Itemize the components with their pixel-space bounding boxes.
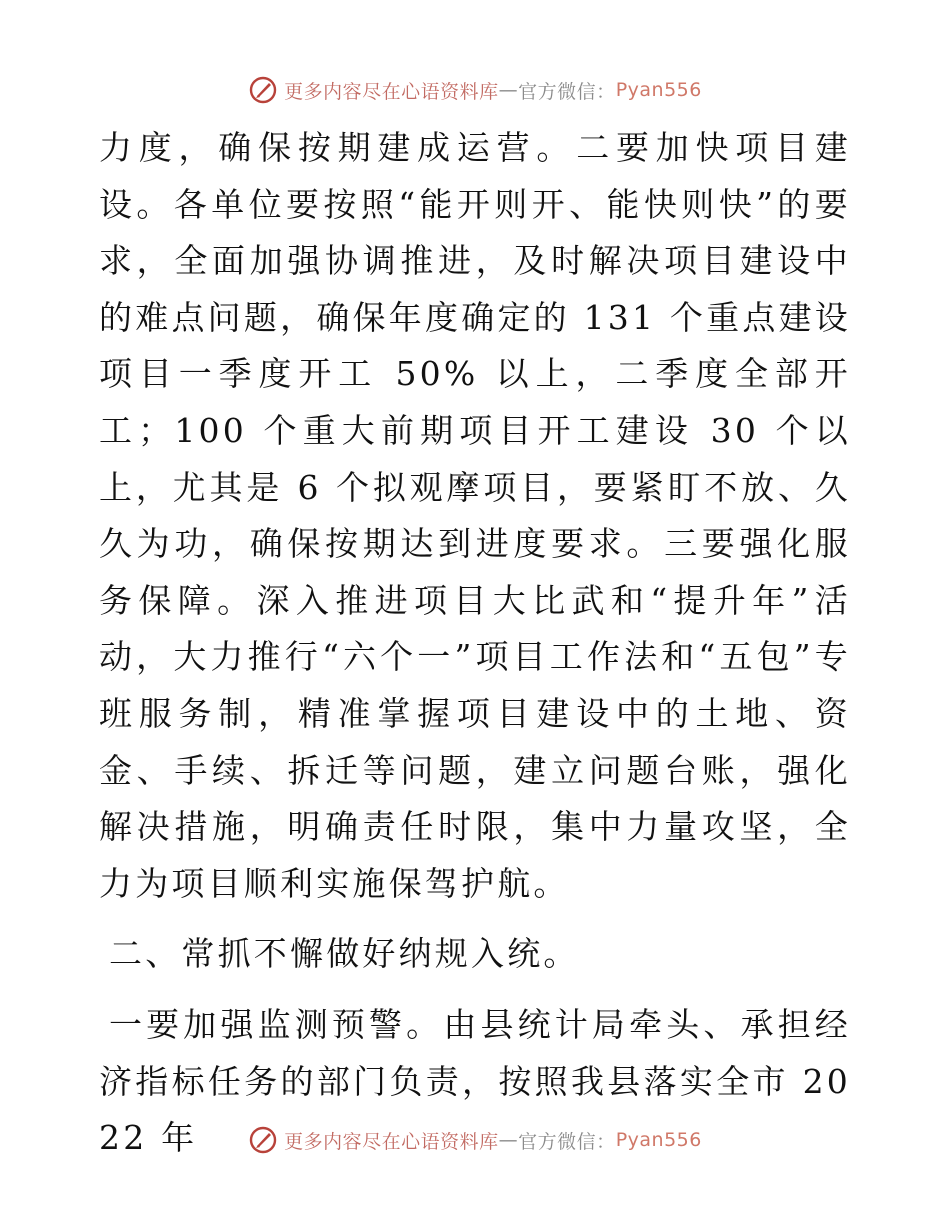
header-banner-text: 更多内容尽在心语资料库 [284,80,499,103]
feather-pen-logo-icon [248,75,278,105]
header-banner-dash: — [498,79,519,101]
header-watermark-banner [0,72,950,108]
footer-banner-text: 更多内容尽在心语资料库 [284,1130,499,1153]
footer-banner-dash: — [498,1129,519,1151]
body-paragraph-1: 力度，确保按期建成运营。二要加快项目建设。各单位要按照“能开则开、能快则快”的要求，全面加强协调推进，及时解决项目建设中的难点问题，确保年度确定的 131 个重点建设项目一季度开工 50% 以上，二季度全部开工；100 个重大前期项目开工建设 30 个以上，尤其是 6 个拟观摩项目，要紧盯不放、久久为功，确保按期达到进度要求。三要强化服务保障。深入推进项目大比武和“提升年”活动，大力推行“六个一”项目工作法和“五包”专班服务制，精准掌握项目建设中的土地、资金、手续、拆迁等问题，建立问题台账，强化解决措施，明确责任时限，集中力量攻坚，全力为项目顺利实施保驾护航。 [99,128,852,903]
footer-banner-official: 官方微信： [518,1130,616,1153]
footer-banner-wechat-id: Pyan556 [615,1129,702,1151]
header-banner-official: 官方微信： [518,80,616,103]
section-heading-2: 二、常抓不懈做好纳规入统。 [109,934,580,974]
header-banner-wechat-id: Pyan556 [615,79,702,101]
feather-pen-logo-icon [248,1125,278,1155]
body-paragraph-3: 一要加强监测预警。由县统计局牵头、承担经济指标任务的部门负责，按照我县落实全市 2022 年 [99,1004,851,1158]
footer-watermark-banner [0,1122,950,1158]
document-body [99,120,851,1167]
